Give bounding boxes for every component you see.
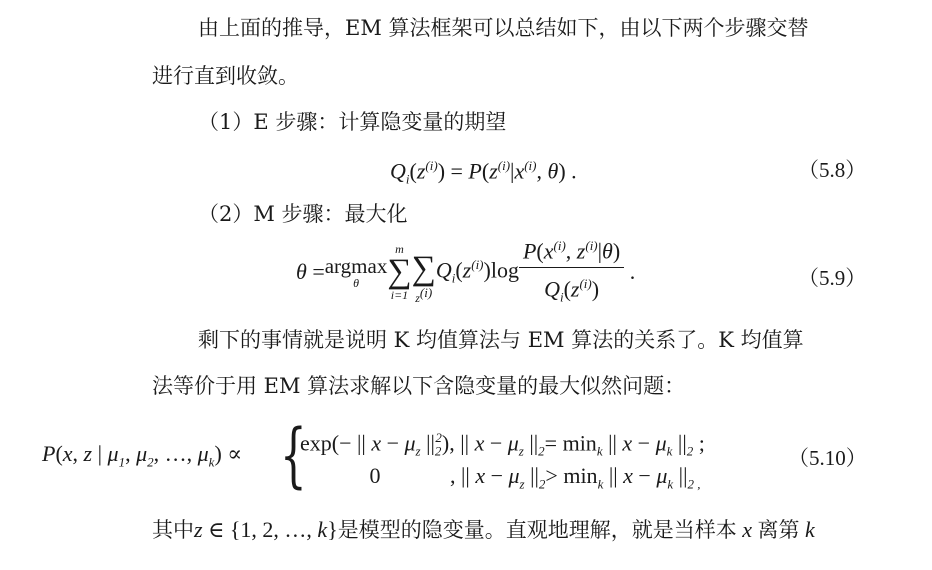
paragraph-line: [152, 516, 815, 544]
equation-5-10-lhs: P(x, z | $\mu_1$, $\mu_2$, …, $\mu_k$) ∝: [42, 441, 243, 470]
text-suffix: 是模型的隐变量。直观地理解，就是当样本: [337, 518, 737, 542]
inline-math-k: k: [799, 517, 815, 542]
step2-label: （2）M 步骤：最大化: [198, 202, 408, 226]
equation-5-10-case1: exp(− || $x - \mu_z$ $||_2^2$), || $x - \mu_z$ $||_2= \min_k$ || $x - \mu_k$ $||_2$ ;: [300, 430, 705, 459]
text-tail: 离第: [757, 518, 800, 542]
inline-math: z ∈ {1, 2, …, k}: [194, 517, 338, 542]
equation-5-10-case2: 0 , || $x - \mu_z$ $||_2> \min_k$ || $x - \mu_k$ $||_{2 ,}$: [369, 463, 701, 492]
paragraph-line: 剩下的事情就是说明 K 均值算法与 EM 算法的关系了。K 均值算: [198, 328, 804, 352]
left-brace: {: [280, 414, 307, 496]
paragraph-line: 由上面的推导，EM 算法框架可以总结如下，由以下两个步骤交替: [198, 16, 809, 40]
equation-number: （5.10）: [788, 446, 867, 470]
paragraph-line: 法等价于用 EM 算法求解以下含隐变量的最大似然问题：: [152, 374, 686, 398]
step1-label: （1）E 步骤：计算隐变量的期望: [198, 110, 507, 134]
inline-math-x: x: [736, 517, 758, 542]
equation-5-9: θ = argmax θ m ∑ i=1 ∑ $z^{(i)}$ $Q_i(z^{(i)})\log$ $\frac{P(x^{(i)}, z^{(i)}|\theta)}{Q_i(z^{(i)})}$ .: [296, 240, 635, 304]
paragraph-line: 进行直到收敛。: [152, 64, 299, 88]
equation-number: （5.9）: [798, 266, 867, 290]
equation-number: （5.8）: [798, 158, 867, 182]
text-prefix: 其中: [152, 518, 194, 542]
equation-5-8: $Q_i(z^{(i)}) = P(z^{(i)}|x^{(i)}$, θ) .: [390, 158, 577, 187]
